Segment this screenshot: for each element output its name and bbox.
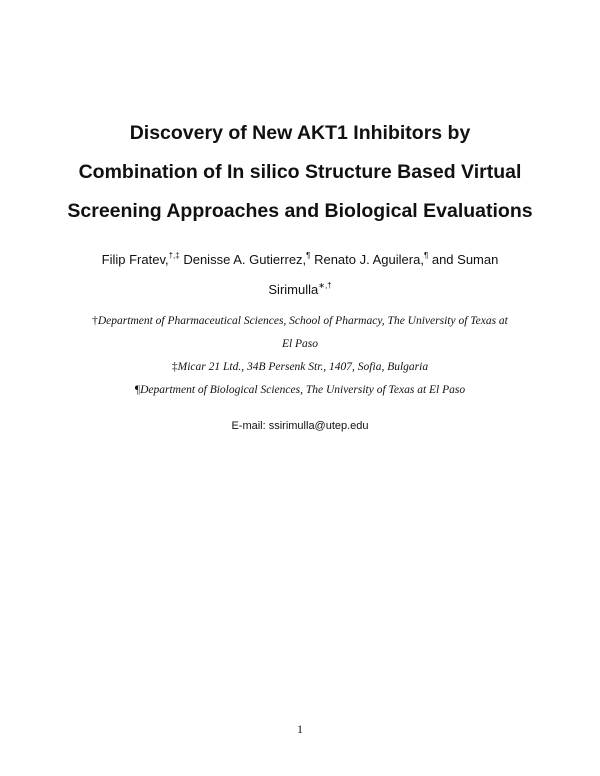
corresponding-email: E-mail: ssirimulla@utep.edu xyxy=(231,420,369,432)
title-line-3: Screening Approaches and Biological Evaluations xyxy=(67,200,533,222)
title-line-2: Combination of In silico Structure Based Virtual xyxy=(78,161,522,183)
affiliation-1 xyxy=(60,310,540,356)
author-affil-marks-1: †,‡ xyxy=(168,251,180,260)
paper-title xyxy=(40,114,560,231)
affiliation-mark-3: ¶ xyxy=(134,384,141,396)
author-affil-marks-2: ¶ xyxy=(306,251,311,260)
affiliation-mark-2: ‡ xyxy=(171,361,178,373)
title-line-1: Discovery of New AKT1 Inhibitors by xyxy=(129,122,471,144)
affiliation-text-1-line2: El Paso xyxy=(281,338,319,350)
affiliation-2 xyxy=(60,356,540,379)
author-affil-marks-4: ∗,† xyxy=(318,281,332,290)
author-name-1: Filip Fratev, xyxy=(101,252,169,267)
affiliation-text-2: Micar 21 Ltd., 34B Persenk Str., 1407, Sofia, Bulgaria xyxy=(177,361,429,373)
author-name-3: Renato J. Aguilera, xyxy=(310,252,424,267)
author-affil-marks-3: ¶ xyxy=(423,251,429,260)
author-list xyxy=(60,245,540,305)
affiliation-text-1-line1: Department of Pharmaceutical Sciences, School of Pharmacy, The University of Texas at xyxy=(97,315,508,327)
author-name-4-part1: and Suman xyxy=(428,252,499,267)
affiliation-mark-1: † xyxy=(92,315,98,327)
affiliation-3 xyxy=(60,379,540,402)
author-name-4-part2: Sirimulla xyxy=(268,282,319,297)
affiliation-text-3: Department of Biological Sciences, The University of Texas at El Paso xyxy=(140,384,466,396)
page-number: 1 xyxy=(297,722,303,736)
author-name-2: Denisse A. Gutierrez, xyxy=(179,252,307,267)
